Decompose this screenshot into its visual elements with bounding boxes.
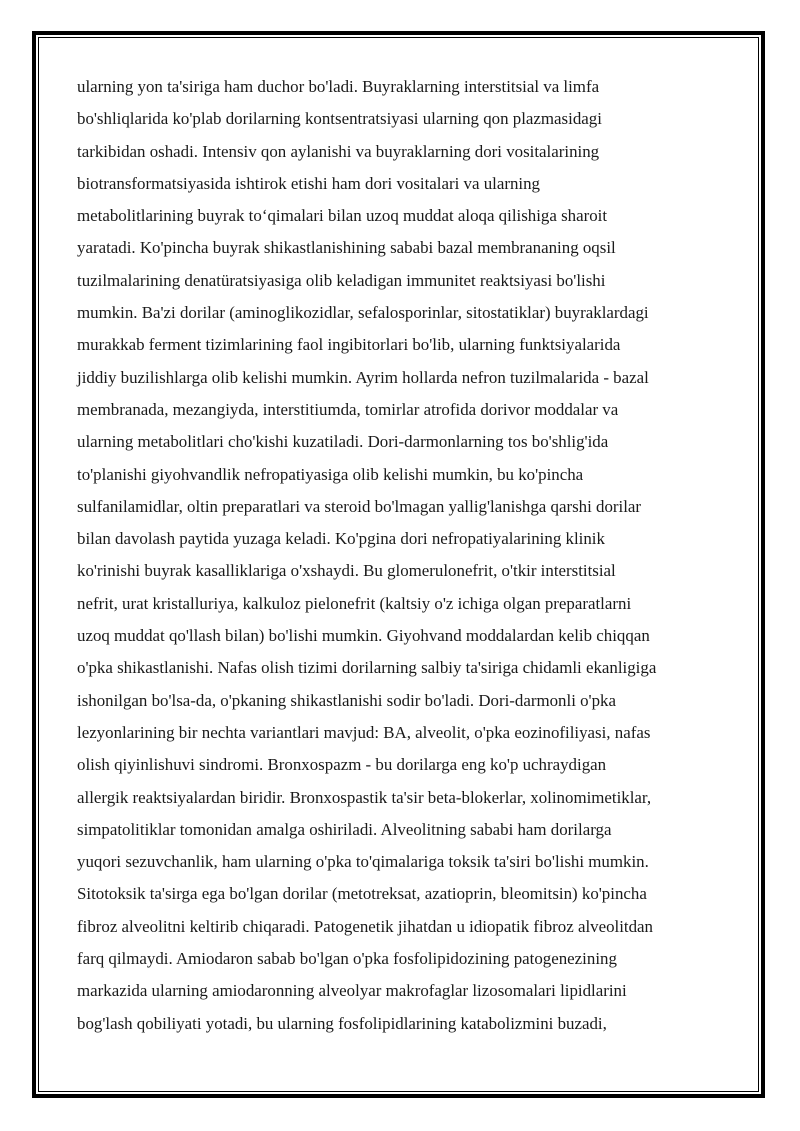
text-line: sulfanilamidlar, oltin preparatlari va steroid bo'lmagan yallig'lanishga qarshi dorilar [77, 496, 642, 516]
text-line: markazida ularning amiodaronning alveolyar makrofaglar lizosomalari lipidlarini [77, 981, 627, 1001]
text-line: tarkibidan oshadi. Intensiv qon aylanishi va buyraklarning dori vositalarining [77, 141, 600, 161]
text-line: biotransformatsiyasida ishtirok etishi ham dori vositalari va ularning [77, 173, 540, 193]
text-line: yuqori sezuvchanlik, ham ularning o'pka to'qimalariga toksik ta'siri bo'lishi mumkin. [77, 852, 649, 872]
text-line: Sitotoksik ta'sirga ega bo'lgan dorilar (metotreksat, azatioprin, bleomitsin) ko'pincha [77, 884, 647, 904]
text-line: murakkab ferment tizimlarining faol ingibitorlari bo'lib, ularning funktsiyalarida [77, 335, 621, 355]
text-line: membranada, mezangiyda, interstitiumda, tomirlar atrofida dorivor moddalar va [77, 399, 619, 419]
text-line: ularning metabolitlari cho'kishi kuzatiladi. Dori-darmonlarning tos bo'shlig'ida [77, 432, 609, 452]
text-line: jiddiy buzilishlarga olib kelishi mumkin. Ayrim hollarda nefron tuzilmalarida - bazal [77, 367, 649, 387]
text-line: yaratadi. Ko'pincha buyrak shikastlanishining sababi bazal membrananing oqsil [77, 238, 616, 258]
text-line: tuzilmalarining denatüratsiyasiga olib keladigan immunitet reaktsiyasi bo'lishi [77, 270, 606, 290]
text-line: simpatolitiklar tomonidan amalga oshiriladi. Alveolitning sababi ham dorilarga [77, 819, 612, 839]
text-line: nefrit, urat kristalluriya, kalkuloz pielonefrit (kaltsiy o'z ichiga olgan preparatlarni [77, 593, 632, 613]
text-line: bo'shliqlarida ko'plab dorilarning kontsentratsiyasi ularning qon plazmasidagi [77, 109, 602, 129]
text-line: ishonilgan bo'lsa-da, o'pkaning shikastlanishi sodir bo'ladi. Dori-darmonli o'pka [77, 690, 616, 710]
text-line: bilan davolash paytida yuzaga keladi. Ko'pgina dori nefropatiyalarining klinik [77, 529, 605, 549]
text-line: mumkin. Ba'zi dorilar (aminoglikozidlar, sefalosporinlar, sitostatiklar) buyraklardagi [77, 303, 649, 323]
text-line: uzoq muddat qo'llash bilan) bo'lishi mumkin. Giyohvand moddalardan kelib chiqqan [77, 626, 650, 646]
text-line: olish qiyinlishuvi sindromi. Bronxospazm - bu dorilarga eng ko'p uchraydigan [77, 755, 607, 775]
text-line: ularning yon ta'siriga ham duchor bo'ladi. Buyraklarning interstitsial va limfa [77, 77, 600, 96]
text-line: ko'rinishi buyrak kasalliklariga o'xshaydi. Bu glomerulonefrit, o'tkir interstitsial [77, 561, 616, 581]
text-line: to'planishi giyohvandlik nefropatiyasiga olib kelishi mumkin, bu ko'pincha [77, 464, 584, 484]
text-line: metabolitlarining buyrak to‘qimalari bilan uzoq muddat aloqa qilishiga sharoit [77, 206, 608, 226]
text-line: bog'lash qobiliyati yotadi, bu ularning fosfolipidlarining katabolizmini buzadi, [77, 1013, 607, 1033]
text-line: o'pka shikastlanishi. Nafas olish tizimi dorilarning salbiy ta'siriga chidamli ekanligiga [77, 658, 657, 678]
text-line: lezyonlarining bir nechta variantlari mavjud: BA, alveolit, o'pka eozinofiliyasi, nafas [77, 722, 651, 742]
text-line: farq qilmaydi. Amiodaron sabab bo'lgan o'pka fosfolipidozining patogenezining [77, 949, 617, 969]
body-paragraph [77, 71, 727, 1040]
text-line: allergik reaktsiyalardan biridir. Bronxospastik ta'sir beta-blokerlar, xolinomimetiklar, [77, 787, 652, 807]
text-line: fibroz alveolitni keltirib chiqaradi. Patogenetik jihatdan u idiopatik fibroz alveolitdan [77, 916, 653, 936]
